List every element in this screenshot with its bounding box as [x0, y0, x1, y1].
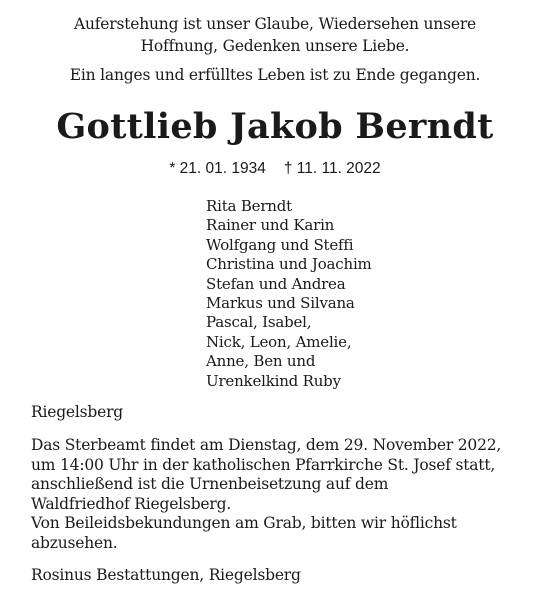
mourner-entry: Anne, Ben und	[206, 352, 316, 371]
funeral-text-line: abzusehen.	[31, 533, 118, 552]
mourner-entry: Wolfgang und Steffi	[206, 235, 354, 254]
motto-line-2: Hoffnung, Gedenken unsere Liebe.	[140, 37, 410, 55]
place-of-residence: Riegelsberg	[31, 403, 124, 421]
mourner-entry: Rainer und Karin	[206, 216, 335, 235]
mourner-entry: Urenkelkind Ruby	[206, 371, 341, 390]
deceased-name: Gottlieb Jakob Berndt	[56, 106, 494, 147]
mourner-entry: Nick, Leon, Amelie,	[206, 332, 352, 351]
funeral-text-line: Von Beileidsbekundungen am Grab, bitten wir höflichst	[31, 514, 457, 532]
mourner-entry: Stefan und Andrea	[206, 274, 346, 293]
mourner-entry: Christina und Joachim	[206, 255, 372, 274]
life-dates	[0, 158, 550, 180]
undertaker-name: Rosinus Bestattungen, Riegelsberg	[31, 566, 301, 584]
birth-date: * 21. 01. 1934	[169, 160, 266, 177]
death-date: † 11. 11. 2022	[283, 160, 381, 177]
funeral-text-line: Waldfriedhof Riegelsberg.	[31, 494, 232, 513]
mourner-entry: Pascal, Isabel,	[206, 313, 312, 332]
intro-text: Ein langes und erfülltes Leben ist zu Ende gegangen.	[69, 66, 481, 84]
funeral-details	[31, 436, 541, 553]
mourner-entry: Markus und Silvana	[206, 294, 355, 313]
motto-line-1: Auferstehung ist unser Glaube, Wiedersehen unsere	[73, 15, 477, 33]
funeral-text-line: anschließend ist die Urnenbeisetzung auf dem	[31, 475, 389, 493]
mourner-entry: Rita Berndt	[206, 197, 292, 215]
mourners-list	[206, 197, 372, 391]
funeral-text-line: um 14:00 Uhr in der katholischen Pfarrkirche St. Josef statt,	[31, 455, 496, 474]
funeral-text-line: Das Sterbeamt findet am Dienstag, dem 29. November 2022,	[31, 436, 502, 454]
